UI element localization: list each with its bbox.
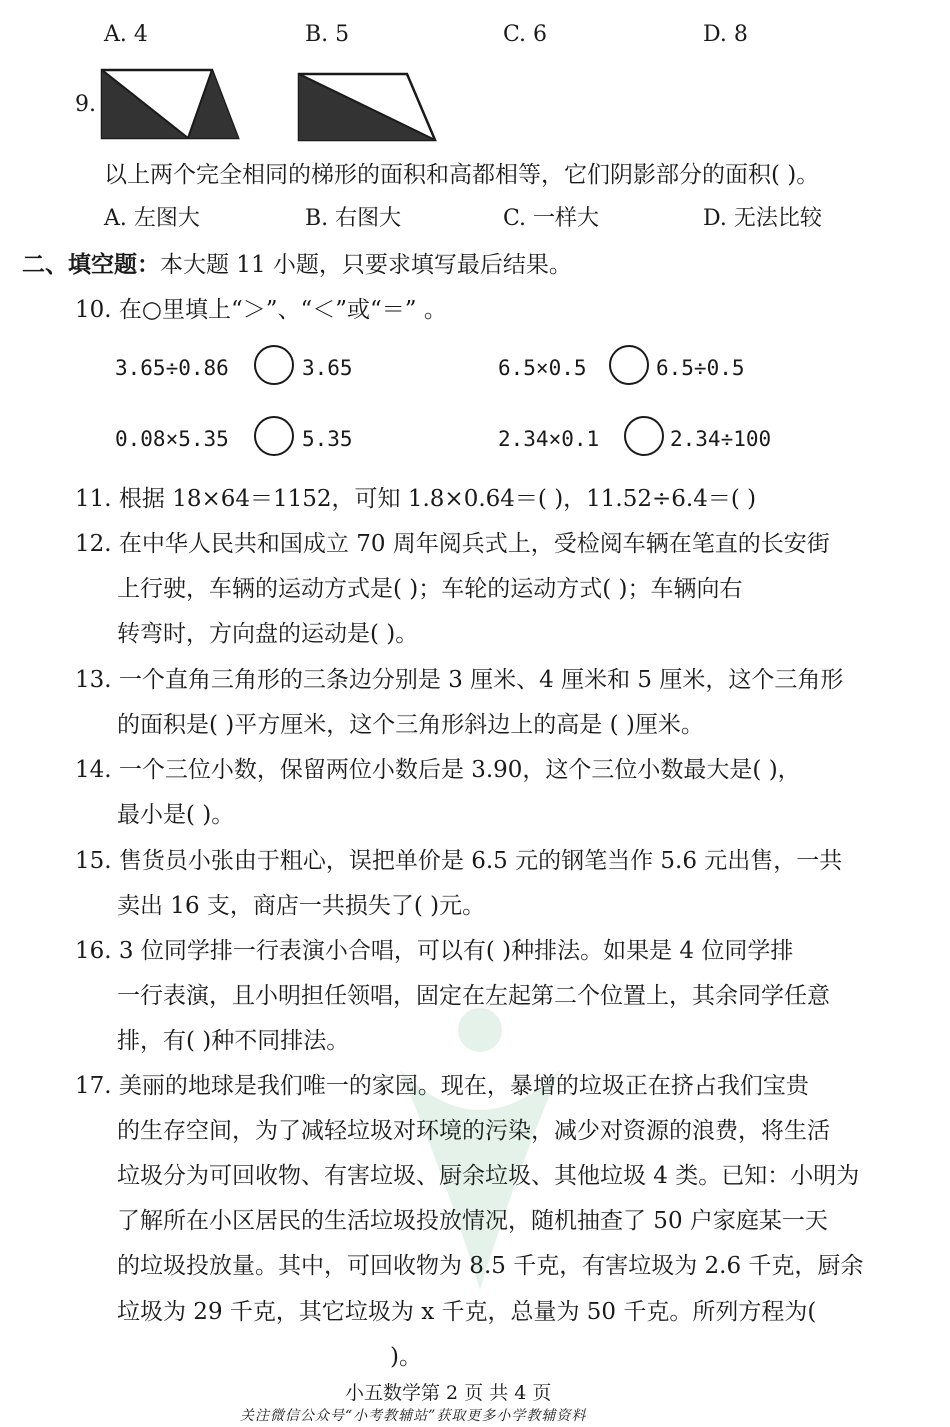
section2-heading [22, 250, 572, 280]
q8-option-d: D. 8 [703, 22, 748, 47]
q10-expr-4-right: 2.34÷100 [670, 427, 772, 451]
footer-note: 关注微信公众号“小考教辅站”获取更多小学教辅资料 [240, 1408, 587, 1424]
q15-line-2: 卖出 16 支，商店一共损失了( )元。 [117, 893, 486, 919]
q17-line-4: 了解所在小区居民的生活垃圾投放情况，随机抽查了 50 户家庭某一天 [117, 1208, 828, 1234]
q9-option-a: A. 左图大 [104, 206, 200, 231]
q15-line-1: 15. 售货员小张由于粗心，误把单价是 6.5 元的钢笔当作 5.6 元出售，一共 [75, 848, 843, 874]
q9-right-trapezoid-figure [297, 70, 439, 144]
section2-desc: 本大题 11 小题，只要求填写最后结果。 [160, 252, 572, 278]
q10-expr-1-left: 3.65÷0.86 [115, 356, 229, 380]
q17-line-6: 垃圾为 29 千克，其它垃圾为 x 千克，总量为 50 千克。所列方程为( [117, 1299, 817, 1325]
q10-answer-circle-2[interactable] [609, 345, 649, 385]
q10-expr-3-right: 5.35 [302, 427, 353, 451]
q10-expr-3-left: 0.08×5.35 [115, 427, 229, 451]
q17-line-3: 垃圾分为可回收物、有害垃圾、厨余垃圾、其他垃圾 4 类。已知：小明为 [117, 1163, 860, 1189]
q8-option-b: B. 5 [305, 22, 350, 47]
q11-text: 11. 根据 18×64＝1152，可知 1.8×0.64＝( )，11.52÷6.4＝( ) [75, 486, 757, 512]
q17-line-7: )。 [390, 1344, 422, 1370]
q12-line-1: 12. 在中华人民共和国成立 70 周年阅兵式上，受检阅车辆在笔直的长安街 [75, 531, 830, 557]
q10-answer-circle-1[interactable] [254, 345, 294, 385]
q8-option-c: C. 6 [503, 22, 548, 47]
q17-line-1: 17. 美丽的地球是我们唯一的家园。现在，暴增的垃圾正在挤占我们宝贵 [75, 1073, 809, 1099]
q8-option-a: A. 4 [104, 22, 148, 47]
q10-answer-circle-4[interactable] [624, 416, 664, 456]
q10-stem: 10. 在○里填上“＞”、“＜”或“＝” 。 [75, 297, 447, 323]
q9-option-c: C. 一样大 [503, 206, 600, 231]
q13-line-1: 13. 一个直角三角形的三条边分别是 3 厘米、4 厘米和 5 厘米，这个三角形 [75, 667, 844, 693]
q9-left-trapezoid-figure [100, 66, 242, 142]
q10-answer-circle-3[interactable] [254, 416, 294, 456]
q9-option-d: D. 无法比较 [703, 206, 822, 231]
q9-stem: 以上两个完全相同的梯形的面积和高都相等，它们阴影部分的面积( )。 [104, 162, 820, 188]
q14-line-1: 14. 一个三位小数，保留两位小数后是 3.90，这个三位小数最大是( )， [75, 757, 801, 783]
q16-line-2: 一行表演，且小明担任领唱，固定在左起第二个位置上，其余同学任意 [117, 983, 830, 1009]
section2-title: 二、填空题： [22, 251, 160, 278]
q16-line-3: 排，有( )种不同排法。 [117, 1028, 350, 1054]
q13-line-2: 的面积是( )平方厘米，这个三角形斜边上的高是 ( )厘米。 [117, 712, 704, 738]
q16-line-1: 16. 3 位同学排一行表演小合唱，可以有( )种排法。如果是 4 位同学排 [75, 938, 794, 964]
q10-expr-2-left: 6.5×0.5 [498, 356, 587, 380]
q10-expr-4-left: 2.34×0.1 [498, 427, 600, 451]
q12-line-3: 转弯时，方向盘的运动是( )。 [117, 621, 419, 647]
q17-line-2: 的生存空间，为了减轻垃圾对环境的污染，减少对资源的浪费，将生活 [117, 1118, 830, 1144]
q9-option-b: B. 右图大 [305, 206, 402, 231]
page-footer: 小五数学第 2 页 共 4 页 [345, 1382, 552, 1404]
q17-line-5: 的垃圾投放量。其中，可回收物为 8.5 千克，有害垃圾为 2.6 千克，厨余 [117, 1253, 864, 1279]
q10-expr-1-right: 3.65 [302, 356, 353, 380]
q9-number: 9. [75, 92, 96, 117]
q14-line-2: 最小是( )。 [117, 802, 235, 828]
q12-line-2: 上行驶，车辆的运动方式是( )；车轮的运动方式( )；车辆向右 [117, 576, 743, 602]
q10-expr-2-right: 6.5÷0.5 [656, 356, 745, 380]
